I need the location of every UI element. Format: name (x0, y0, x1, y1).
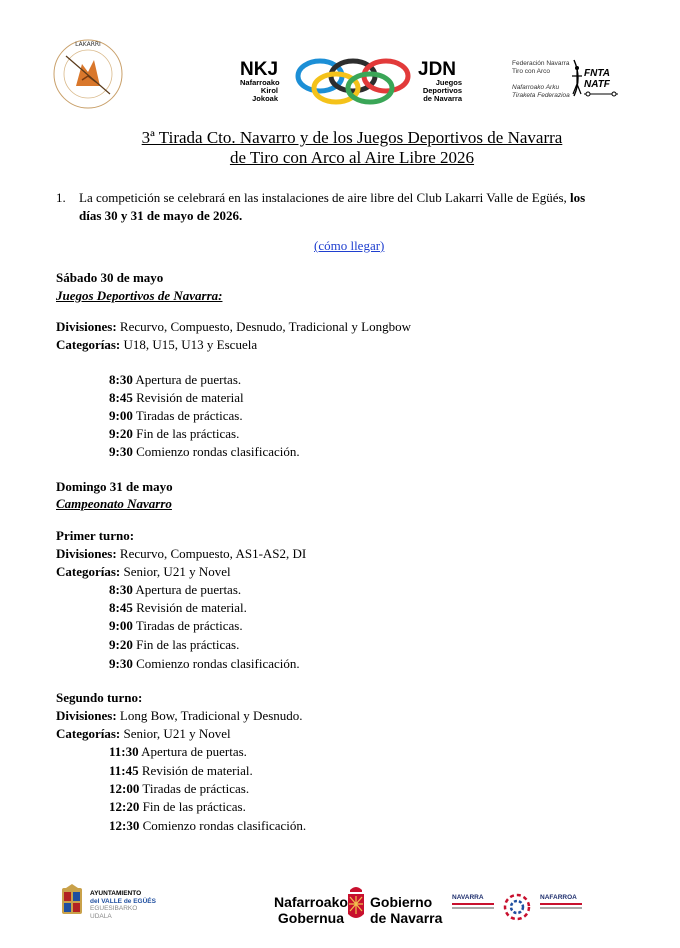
item-number: 1. (56, 190, 66, 205)
item-bold-los: los (570, 190, 586, 205)
navarra-nafarroa-logo: NAVARRA NAFARROA (452, 892, 622, 922)
sunday-heading: Domingo 31 de mayo (56, 479, 173, 494)
document-title-line2: de Tiro con Arco al Aire Libre 2026 (229, 148, 475, 167)
saturday-divisions: Divisiones: Recurvo, Compuesto, Desnudo, Tradicional y Longbow (56, 319, 411, 334)
fnta-logo: FNTA NATF (584, 68, 618, 101)
schedule-item: 11:45 Revisión de material. (109, 763, 253, 778)
first-shift-label: Primer turno: (56, 528, 135, 543)
document-title-line1: 3ª Tirada Cto. Navarro y de los Juegos Deportivos de Navarra (141, 128, 563, 147)
jdn-logo: JDN Juegos Deportivos de Navarra (418, 59, 462, 103)
sport-emblem-icon (498, 892, 536, 922)
item-paragraph (79, 189, 639, 207)
directions-link[interactable]: (cómo llegar) (314, 238, 385, 253)
schedule-item: 9:30 Comienzo rondas clasificación. (109, 656, 300, 671)
schedule-item: 8:30 Apertura de puertas. (109, 372, 242, 387)
sunday-event: Campeonato Navarro (56, 496, 172, 511)
schedule-item: 9:30 Comienzo rondas clasificación. (109, 444, 300, 459)
olympic-rings-icon (290, 56, 416, 106)
saturday-categories: Categorías: U18, U15, U13 y Escuela (56, 337, 258, 352)
schedule-item: 9:20 Fin de las prácticas. (109, 426, 240, 441)
second-shift-divisions: Divisiones: Long Bow, Tradicional y Desnudo. (56, 708, 303, 723)
navarra-shield-icon (346, 884, 366, 924)
club-lakarri-logo (52, 36, 124, 112)
schedule-item: 8:45 Revisión de material. (109, 600, 247, 615)
svg-text:LAKARRI: LAKARRI (75, 41, 101, 48)
first-shift-divisions: Divisiones: Recurvo, Compuesto, AS1-AS2, DI (56, 546, 307, 561)
schedule-item: 9:20 Fin de las prácticas. (109, 637, 240, 652)
archer-icon (570, 58, 584, 103)
schedule-item: 12:30 Comienzo rondas clasificación. (109, 818, 307, 833)
schedule-item: 8:30 Apertura de puertas. (109, 582, 242, 597)
second-shift-label: Segundo turno: (56, 690, 143, 705)
item-dates: días 30 y 31 de mayo de 2026. (79, 208, 243, 223)
nkj-logo: NKJ Nafarroako Kirol Jokoak (240, 59, 280, 103)
second-shift-categories: Categorías: Senior, U21 y Novel (56, 726, 231, 741)
item-text: La competición se celebrará en las instalaciones de aire libre del Club Lakarri Valle de Egüés, (79, 190, 571, 205)
first-shift-categories: Categorías: Senior, U21 y Novel (56, 564, 231, 579)
saturday-heading: Sábado 30 de mayo (56, 270, 164, 285)
federacion-navarra-logo: Federación Navarra Tiro con Arco Nafarroako Arku Tiraketa Federazioa (512, 60, 570, 99)
schedule-item: 9:00 Tiradas de prácticas. (109, 408, 243, 423)
coat-of-arms-icon (60, 884, 84, 920)
schedule-item: 9:00 Tiradas de prácticas. (109, 618, 243, 633)
saturday-event: Juegos Deportivos de Navarra: (56, 288, 223, 303)
schedule-item: 8:45 Revisión de material (109, 390, 244, 405)
schedule-item: 12:00 Tiradas de prácticas. (109, 781, 250, 796)
schedule-item: 12:20 Fin de las prácticas. (109, 799, 246, 814)
schedule-item: 11:30 Apertura de puertas. (109, 744, 247, 759)
